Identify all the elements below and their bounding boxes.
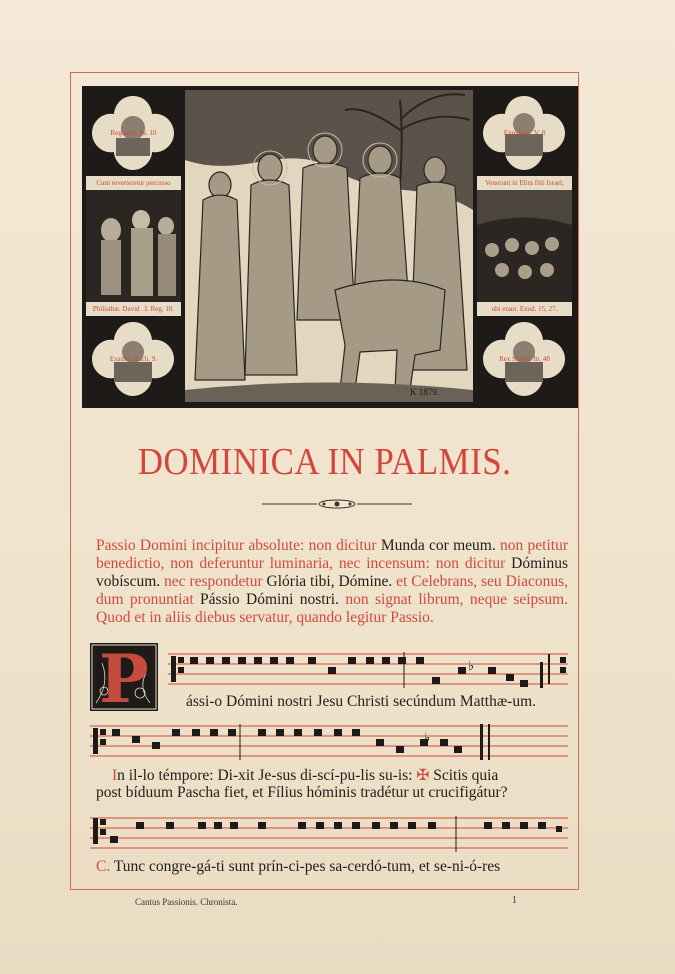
svg-text:♭: ♭ [424, 731, 431, 746]
caption-right-mid-top: Venerunt in Elim filii Israel, [477, 176, 572, 190]
engraving-signature: K 1879. [410, 387, 439, 397]
rubric-text: et Celebrans, seu Diaconus, dum pronuntiat [96, 573, 568, 608]
caption-top-right: Egrederis. V. 8 [503, 129, 546, 137]
quatrefoil-top-left [86, 90, 181, 176]
chant-lyric-3: post bíduum Pascha fiet, et Fílius hóminis tradétur ut crucifigátur? [96, 784, 508, 801]
cross-icon: ✠ [416, 767, 430, 784]
page-title: DOMINICA IN PALMIS. [137, 441, 512, 483]
chant-lyric-4-text: Tunc congre-gá-ti sunt prín-ci-pes sa-cerdó-tum, et se-ni-ó-res [113, 858, 501, 875]
caption-right-mid-bottom: ubi erant. Exod. 15, 27. [477, 302, 572, 316]
svg-text:♭: ♭ [468, 659, 475, 674]
chant-staff-1 [168, 648, 568, 693]
chant-staff-2 [90, 720, 568, 765]
rubric-black-phrase: Munda cor meum. [380, 537, 496, 554]
chant-staff-3 [90, 812, 568, 857]
caption-left-mid-bottom: Philisthæ. David . I. Reg. 18. [86, 302, 181, 316]
decorated-initial [90, 640, 158, 718]
quatrefoil-top-right [477, 90, 572, 176]
page-number: 1 [512, 895, 517, 906]
title-ornament [262, 497, 412, 511]
rubric-paragraph [96, 537, 568, 627]
caption-bottom-left: Exsulta. Zach. 9. [109, 355, 158, 363]
initial-letter: P [99, 640, 149, 718]
rubric-text: non signat librum, neque seipsum. Quod et in aliis diebus servatur, quando legitur Passio. [96, 591, 568, 626]
rubric-text: Passio Domini incipitur absolute: non dicitur [96, 537, 381, 554]
quatrefoil-bottom-right [477, 316, 572, 402]
central-scene-entry-into-jerusalem [185, 90, 473, 402]
chant-lyric-1: ássi-o Dómini nostri Jesu Christi secúndum Matthæ-um. [186, 693, 537, 710]
role-marker: C. [96, 858, 111, 875]
chant-lyric-2-tail: Scitis quia [433, 767, 499, 784]
engraving-right-column [477, 90, 572, 402]
rubric-black-phrase: Glória tibi, Dómine. [266, 573, 393, 590]
chant-lyric-2-text: n il-lo témpore: Di-xit Je-sus di-scí-pu-lis su-is: [117, 767, 413, 784]
caption-bottom-right: Rex Salom. In. 48 [499, 355, 550, 363]
footer-signature: Cantus Passionis. Chronista. [135, 897, 238, 907]
caption-left-mid-top: Cum reverteretur percusso [86, 176, 181, 190]
rubric-black-phrase: Pássio Dómini nostri. [200, 591, 339, 608]
rubric-text: nec respondetur [160, 573, 267, 590]
scene-elim [477, 190, 572, 302]
rubric-text: non petitur benedictio, non deferuntur luminaria, nec incensum: non dicitur [96, 537, 569, 572]
quatrefoil-bottom-left [86, 316, 181, 402]
caption-top-left: Regnabit. Ps. 10 [110, 129, 157, 137]
palm-sunday-engraving [82, 86, 578, 408]
rubric-black-phrase: Dóminus vobíscum. [96, 555, 568, 590]
engraving-left-column [86, 90, 181, 402]
chant-lyric-2 [112, 766, 498, 785]
scene-david-goliath [86, 190, 181, 302]
chant-lyric-4 [96, 858, 500, 876]
chant-initial-red: I [112, 767, 118, 784]
